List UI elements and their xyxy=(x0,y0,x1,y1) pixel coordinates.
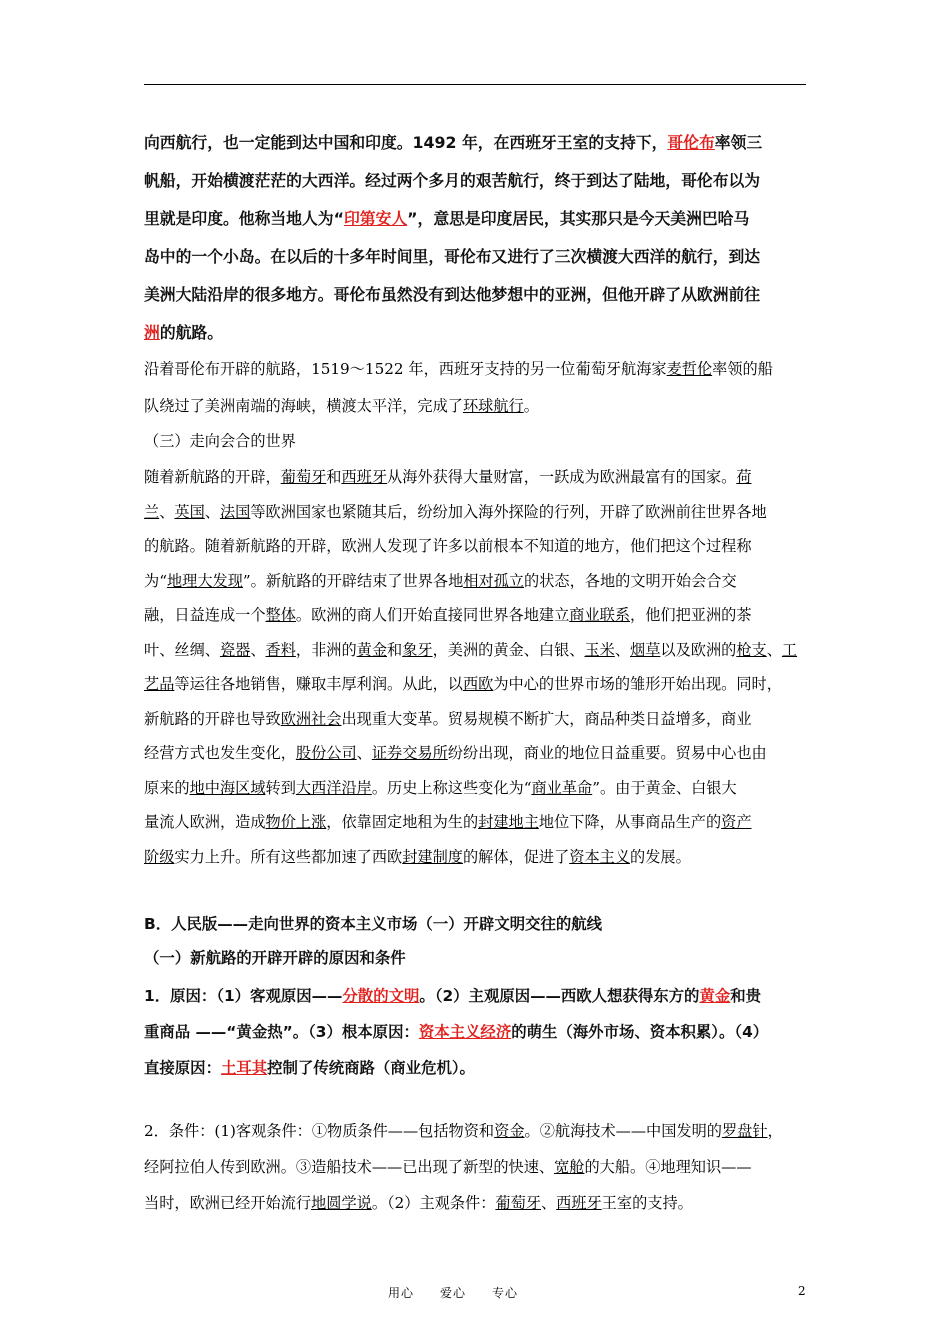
underlined-term: 大西洋沿岸 xyxy=(295,778,372,797)
text-line xyxy=(144,742,767,763)
text-line xyxy=(144,358,773,379)
underlined-term: 欧洲社会 xyxy=(280,709,342,728)
underlined-term: 香料 xyxy=(265,640,296,659)
text-run: 。历史上称这些变化为“ xyxy=(371,778,532,797)
highlighted-term: 黄金 xyxy=(699,987,731,1005)
text-run: 和贵 xyxy=(730,987,762,1005)
text-run: 重商品 ——“黄金热”。（3）根本原因： xyxy=(144,1023,419,1041)
text-run: 融，日益连成一个 xyxy=(144,606,266,624)
underlined-term: 物价上涨 xyxy=(265,813,327,831)
underlined-term: 西班牙 xyxy=(556,1194,602,1212)
image-text-line xyxy=(144,320,223,343)
text-run: （一）新航路的开辟开辟的原因和条件 xyxy=(144,949,406,967)
text-run: 和 xyxy=(326,468,342,486)
text-run: 量流人欧洲，造成 xyxy=(144,813,266,831)
text-run: 为“ xyxy=(144,571,167,590)
image-text-line xyxy=(144,946,406,968)
text-run: 。（2）主观条件： xyxy=(371,1194,496,1212)
text-run: 经阿拉伯人传到欧洲。③造船技术——已出现了新型的快速、 xyxy=(144,1158,555,1176)
text-line xyxy=(144,570,737,591)
underlined-term: 麦哲伦 xyxy=(666,360,713,378)
underlined-term: 商业革命 xyxy=(531,778,593,797)
underlined-term: 英国 xyxy=(174,502,205,521)
text-line xyxy=(144,501,767,522)
text-run: 美洲大陆沿岸的很多地方。哥伦布虽然没有到达他梦想中的亚洲，但他开辟了从欧洲前往 xyxy=(144,285,761,304)
text-run: ，非洲的 xyxy=(295,640,357,659)
text-line xyxy=(144,1120,783,1141)
text-run: 以及欧洲的 xyxy=(660,640,737,659)
text-run: 帆船，开始横渡茫茫的大西洋。经过两个多月的艰苦航行，终于到达了陆地，哥伦布以为 xyxy=(144,171,761,190)
image-text-line xyxy=(144,130,762,153)
text-line xyxy=(144,604,752,625)
underlined-term: 荷 xyxy=(736,468,752,486)
text-run: B．人民版——走向世界的资本主义市场（一）开辟文明交往的航线 xyxy=(144,915,603,933)
text-run: 等欧洲国家也紧随其后，纷纷加入海外探险的行列，开辟了欧洲前往世界各地 xyxy=(250,502,767,521)
highlighted-term: 分散的文明 xyxy=(342,987,420,1005)
text-run: 岛中的一个小岛。在以后的十多年时间里，哥伦布又进行了三次横渡大西洋的航行，到达 xyxy=(144,247,761,266)
text-run: 的萌生（海外市场、资本积累）。（4） xyxy=(511,1023,769,1041)
text-line xyxy=(144,1192,693,1213)
underlined-term: 工 xyxy=(781,640,798,659)
underlined-term: 商业联系 xyxy=(569,606,630,624)
underlined-term: 玉米 xyxy=(584,640,615,659)
underlined-term: 黄金 xyxy=(356,640,387,659)
underlined-term: 法国 xyxy=(219,502,251,521)
text-run: 队绕过了美洲南端的海峡，横渡太平洋，完成了 xyxy=(144,397,463,415)
underlined-term: 阶级 xyxy=(144,847,175,866)
text-run: 沿着哥伦布开辟的航路，1519～1522 年，西班牙支持的另一位葡萄牙航海家 xyxy=(144,360,667,378)
image-text-line xyxy=(144,984,761,1006)
text-line xyxy=(144,811,752,832)
text-run: 的航路。 xyxy=(159,323,224,342)
underlined-term: 象牙 xyxy=(402,640,433,659)
text-run: 1．原因：（1）客观原因—— xyxy=(144,987,343,1005)
text-run: 原来的 xyxy=(144,778,190,797)
underlined-term: 瓷器 xyxy=(219,640,251,659)
text-run: 纷纷出现，商业的地位日益重要。贸易中心也由 xyxy=(447,744,767,762)
text-run: 里就是印度。他称当地人为“ xyxy=(144,209,344,228)
highlighted-term: 印第安人 xyxy=(343,209,408,228)
text-run: 控制了传统商路（商业危机）。 xyxy=(267,1059,475,1077)
text-run: 的状态，各地的文明开始会合交 xyxy=(524,571,737,590)
text-run: 、 xyxy=(159,502,175,521)
text-run: 直接原因： xyxy=(144,1059,221,1077)
heading-converging-world: （三）走向会合的世界 xyxy=(144,432,296,450)
text-line xyxy=(144,466,752,487)
text-run: 、 xyxy=(250,640,266,659)
text-run: 和 xyxy=(387,640,403,659)
text-run: 率领的船 xyxy=(712,360,773,378)
highlighted-term: 资本主义经济 xyxy=(418,1023,512,1041)
text-run: 、 xyxy=(614,640,630,659)
header-rule xyxy=(144,84,806,85)
highlighted-term: 哥伦布 xyxy=(667,133,715,152)
text-run: 叶、丝绸、 xyxy=(144,640,220,659)
underlined-term: 宽舱 xyxy=(554,1158,585,1176)
underlined-term: 西班牙 xyxy=(341,468,387,486)
underlined-term: 枪支 xyxy=(736,640,767,659)
image-text-line xyxy=(144,1056,475,1078)
underlined-term: 罗盘针 xyxy=(721,1122,768,1140)
text-run: ”，意思是印度居民，其实那只是今天美洲巴哈马 xyxy=(407,209,750,228)
underlined-term: 资产 xyxy=(721,813,752,831)
text-line xyxy=(144,777,737,798)
image-text-line xyxy=(144,206,749,229)
text-line xyxy=(144,846,691,867)
text-run: 的大船。④地理知识—— xyxy=(584,1158,752,1176)
text-run: 实力上升。所有这些都加速了西欧 xyxy=(174,847,403,866)
text-run: 、 xyxy=(540,1194,557,1212)
image-text-block-2 xyxy=(144,908,806,1088)
image-text-block-1 xyxy=(144,118,806,348)
underlined-term: 相对孤立 xyxy=(463,571,525,590)
text-line xyxy=(144,1156,752,1177)
underlined-term: 证券交易所 xyxy=(371,744,448,762)
text-run: 转到 xyxy=(265,778,296,797)
text-run: 。②航海技术——中国发明的 xyxy=(524,1122,722,1140)
underlined-term: 艺品 xyxy=(144,675,175,693)
text-run: ，他们把亚洲的茶 xyxy=(630,606,752,624)
image-text-line xyxy=(144,168,760,191)
highlighted-term: 土耳其 xyxy=(220,1059,268,1077)
text-run: 向西航行，也一定能到达中国和印度。1492 年，在西班牙王室的支持下， xyxy=(144,133,668,152)
underlined-term: 烟草 xyxy=(630,640,661,659)
footer-motto: 用心 爱心 专心 xyxy=(388,1286,519,1300)
text-run: 地位下降，从事商品生产的 xyxy=(538,813,722,831)
image-text-line xyxy=(144,244,760,267)
text-run: 。 xyxy=(523,397,539,415)
text-run: 2．条件：(1)客观条件：①物质条件——包括物资和 xyxy=(144,1122,495,1140)
underlined-term: 资金 xyxy=(494,1122,525,1140)
text-run: 的解体，促进了 xyxy=(462,847,570,866)
underlined-term: 地理大发现 xyxy=(166,571,243,590)
text-run: 从海外获得大量财富，一跃成为欧洲最富有的国家。 xyxy=(387,468,737,486)
page-number: 2 xyxy=(798,1284,806,1298)
text-run: 率领三 xyxy=(714,133,763,152)
underlined-term: 葡萄牙 xyxy=(280,468,327,486)
image-text-line xyxy=(144,1020,768,1042)
text-line xyxy=(144,535,752,556)
underlined-term: 资本主义 xyxy=(569,847,630,866)
underlined-term: 封建地主 xyxy=(478,813,539,831)
text-run: 为中心的世界市场的雏形开始出现。同时， xyxy=(493,675,782,693)
underlined-term: 股份公司 xyxy=(295,744,357,762)
text-run: 出现重大变革。贸易规模不断扩大，商品种类日益增多，商业 xyxy=(341,709,752,728)
text-run: 、 xyxy=(356,744,372,762)
underlined-term: 地圆学说 xyxy=(311,1194,372,1212)
underlined-term: 地中海区域 xyxy=(189,778,266,797)
text-line xyxy=(144,708,752,729)
text-run: 的发展。 xyxy=(630,847,691,866)
text-run: 当时，欧洲已经开始流行 xyxy=(144,1194,312,1212)
underlined-term: 整体 xyxy=(265,606,296,624)
text-run: ，依靠固定地租为生的 xyxy=(326,813,479,831)
text-run: 等运往各地销售，赚取丰厚利润。从此，以 xyxy=(174,675,463,693)
text-run: 、 xyxy=(204,502,220,521)
text-run: 经营方式也发生变化， xyxy=(144,744,296,762)
text-run: 新航路的开辟也导致 xyxy=(144,709,281,728)
image-text-line xyxy=(144,282,760,305)
underlined-term: 环球航行 xyxy=(462,397,524,415)
text-run: ”。新航路的开辟结束了世界各地 xyxy=(242,571,464,590)
underlined-term: 葡萄牙 xyxy=(495,1194,541,1212)
text-line xyxy=(144,639,797,660)
underlined-term: 兰 xyxy=(144,502,160,521)
text-line xyxy=(144,395,539,416)
image-text-line xyxy=(144,912,602,934)
highlighted-term: 洲 xyxy=(144,323,160,342)
text-run: ”。由于黄金、白银大 xyxy=(592,778,737,797)
text-run: 、 xyxy=(766,640,782,659)
underlined-term: 封建制度 xyxy=(402,847,463,866)
text-run: 王室的支持。 xyxy=(601,1194,693,1212)
text-run: 随着新航路的开辟， xyxy=(144,468,281,486)
underlined-term: 西欧 xyxy=(462,675,494,693)
text-run: 的航路。随着新航路的开辟，欧洲人发现了许多以前根本不知道的地方，他们把这个过程称 xyxy=(144,537,752,555)
text-run: ，美洲的黄金、白银、 xyxy=(432,640,585,659)
text-line xyxy=(144,673,782,694)
text-run: ， xyxy=(767,1122,783,1140)
text-run: 。欧洲的商人们开始直接同世界各地建立 xyxy=(295,606,570,624)
text-run: 。（2）主观原因——西欧人想获得东方的 xyxy=(419,987,700,1005)
